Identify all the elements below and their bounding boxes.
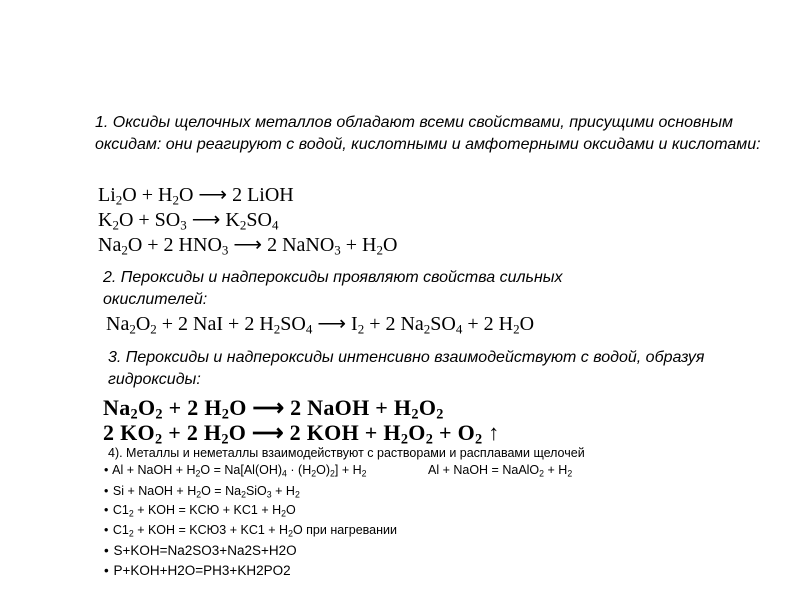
section2-text: 2. Пероксиды и надпероксиды проявляют свойства сильных окислителей: <box>103 269 563 308</box>
section3-text: 3. Пероксиды и надпероксиды интенсивно взаимодействуют с водой, образуя гидроксиды: <box>108 349 705 388</box>
reaction-na2o2-water: $Na_2O_2 + 2$ $H_2O$ ⟶ 2 NaOH + $H_2O_2$ <box>103 395 444 423</box>
section1-text: 1. Оксиды щелочных металлов обладают всеми свойствами, присущими основным оксидам: они реагируют с водой, кислотными и амфотерными оксидами и кислотами: <box>95 114 761 153</box>
list-item-p-koh: • P+KOH+H2O=PH3+KH2PO2 <box>104 563 291 578</box>
reaction-na2o: $Na_2O + 2$ $HNO_3$ ⟶ 2 NaNO$_3$ + $H_2O$ <box>98 234 398 258</box>
list-item-cl2-koh-hot: • $C1_2$ + KOH = $KCЮ3 + KC1 + H_2O$ при нагревании <box>104 523 397 537</box>
reaction-ko2-water: 2 $KO_2 + 2$ $H_2O$ ⟶ 2 KOH + $H_2O_2 + O_2$ ↑ <box>103 420 500 448</box>
list-item-s-koh: • S+KOH=Na2SO3+Na2S+H2O <box>104 543 297 558</box>
reaction-na2o2-nai: $Na_2O_2 + 2$ NaI + 2 $H_2SO_4$ ⟶ $I_2 + 2$ $Na_2SO_4 + 2$ $H_2O$ <box>106 313 535 337</box>
reaction-k2o: $K_2O + SO_3$ ⟶ $K_2SO_4$ <box>98 209 279 233</box>
reaction-li2o: $Li_2O + H_2O$ ⟶ 2 LiOH <box>98 184 294 208</box>
list-item-si-naoh: • Si + NaOH + $H_2O = Na_2SiO_3 + H_2$ <box>104 484 300 498</box>
list-item-al-naoh-h2o: • Al + NaOH + $H_2O = Na[Al(OH)_4 \cdot (H_2O)_2] + H_2$ <box>104 463 367 477</box>
section4-title: 4). Металлы и неметаллы взаимодействуют с растворами и расплавами щелочей <box>108 446 585 460</box>
list-item-al-naoh: Al + NaOH = NaAlO$_2$ + $H_2$ <box>428 463 573 479</box>
list-item-cl2-koh-cold: • $C1_2$ + KOH = KCЮ + $KC1 + H_2O$ <box>104 503 296 517</box>
